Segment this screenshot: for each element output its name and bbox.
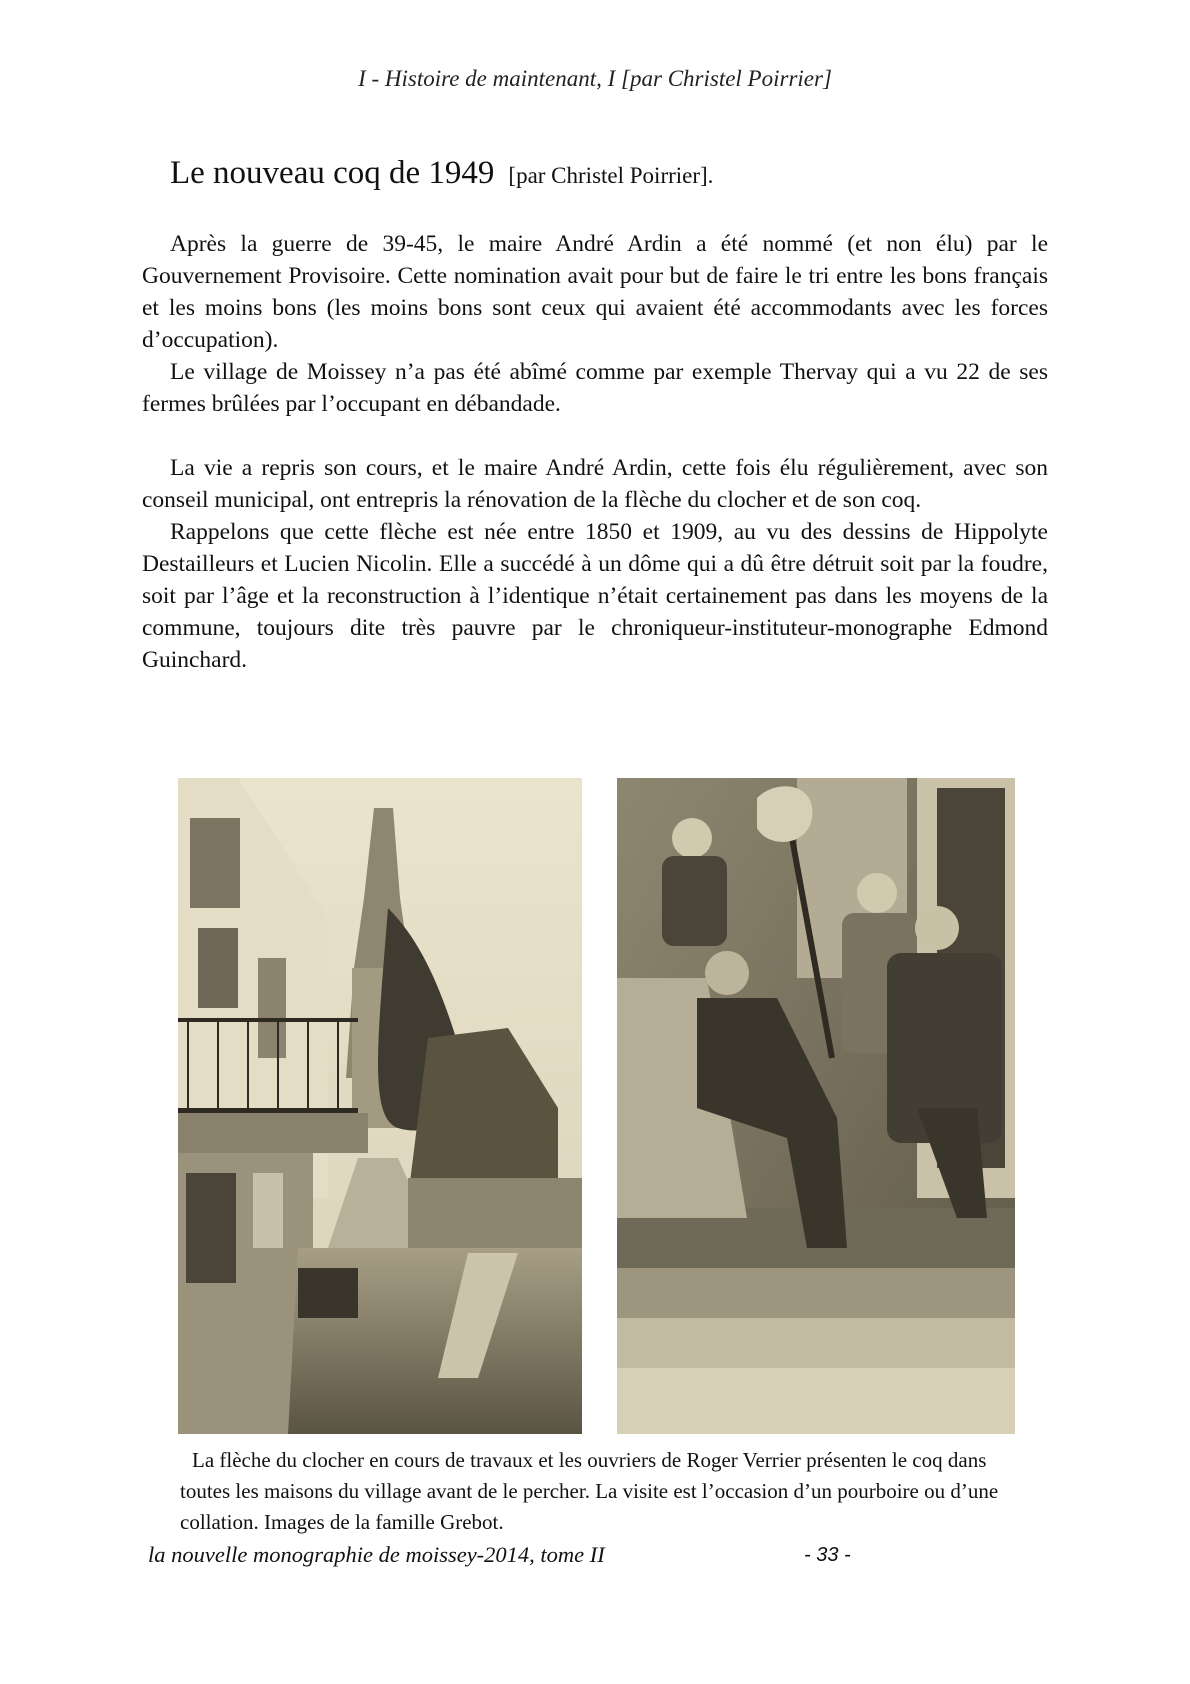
article-body [142,228,1048,676]
article-title [170,155,713,192]
paragraph: Le village de Moissey n’a pas été abîmé comme par exemple Thervay qui a vu 22 de ses fermes brûlées par l’occupant en débandade. [142,359,1048,417]
caption-text: La flèche du clocher en cours de travaux et les ouvriers de Roger Verrier présenten le coq dans toutes les maisons du village avant de le percher. La visite est l’occasion d’un pourboire ou d’une collation. Images de la famille Grebot. [180,1448,999,1534]
figure-caption [180,1445,1020,1538]
footer-book-title: la nouvelle monographie de moissey-2014, tome II [148,1542,605,1567]
church-spire-illustration [178,778,582,1434]
running-header: I - Histoire de maintenant, I [par Christel Poirrier] [358,66,832,91]
church-spire-photo [178,778,582,1434]
workers-illustration [617,778,1015,1434]
workers-with-rooster-photo [617,778,1015,1434]
page-number: - 33 - [804,1544,851,1566]
paragraph: Rappelons que cette flèche est née entre 1850 et 1909, au vu des dessins de Hippolyte Destailleurs et Lucien Nicolin. Elle a succédé à un dôme qui a dû être détruit soit par la foudre, soit par l’âge et la reconstruction à l’identique n’était certainement pas dans les moyens de la commune, toujours dite très pauvre par le chroniqueur-instituteur-monographe Edmond Guinchard. [142,519,1048,673]
paragraph: La vie a repris son cours, et le maire André Ardin, cette fois élu régulièrement, avec son conseil municipal, ont entrepris la rénovation de la flèche du clocher et de son coq. [142,455,1048,513]
byline: [par Christel Poirrier]. [508,163,714,188]
paragraph: Après la guerre de 39-45, le maire André Ardin a été nommé (et non élu) par le Gouvernement Provisoire. Cette nomination avait pour but de faire le tri entre les bons français et les moins bons (les moins bons sont ceux qui avaient été accommodants avec les forces d’occupation). [142,231,1048,353]
title-text: Le nouveau coq de 1949 [170,155,495,191]
